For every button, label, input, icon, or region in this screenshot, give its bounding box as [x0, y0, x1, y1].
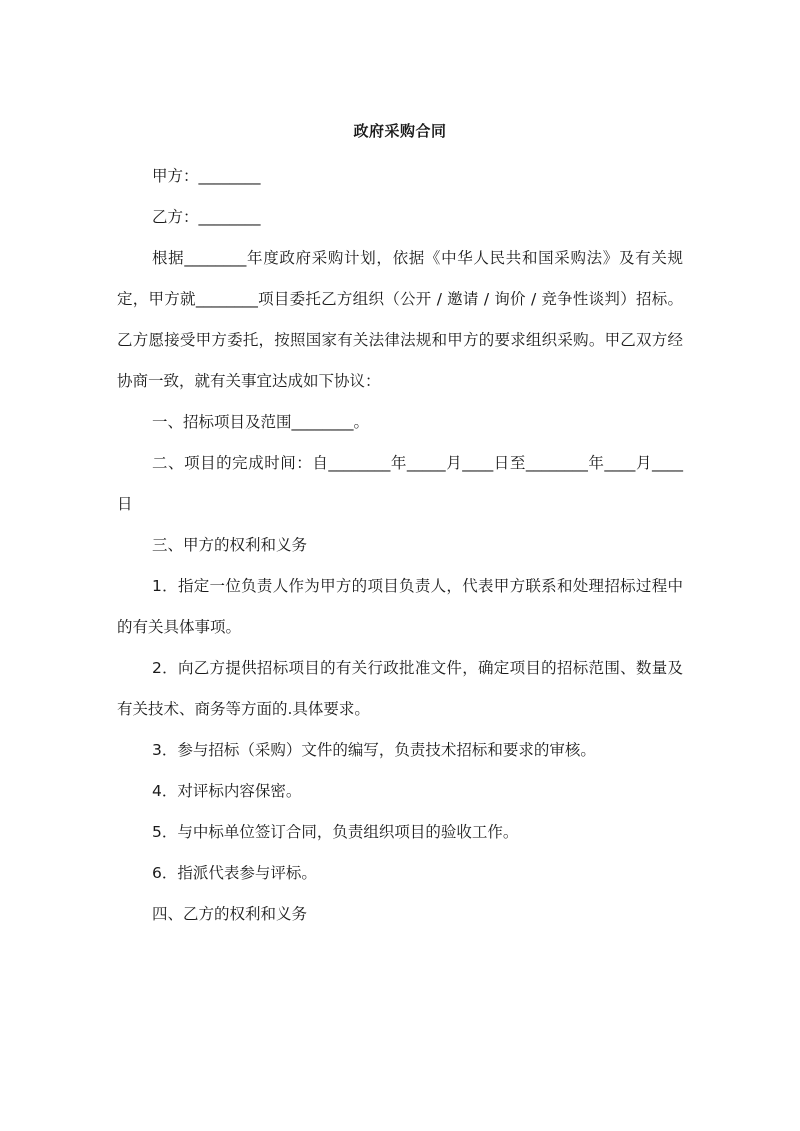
- clause-3-item-2: 2．向乙方提供招标项目的有关行政批准文件，确定项目的招标范围、数量及有关技术、商务等方面的.具体要求。: [117, 659, 683, 718]
- party-a-line: 甲方：________: [152, 167, 261, 185]
- clause-3-heading: 三、甲方的权利和义务: [152, 536, 308, 554]
- clause-3-item-5: 5．与中标单位签订合同，负责组织项目的验收工作。: [152, 823, 519, 841]
- clause-3-item-4: 4．对评标内容保密。: [152, 782, 302, 800]
- party-b-line: 乙方：________: [152, 208, 261, 226]
- clause-1-scope: 一、招标项目及范围________。: [152, 413, 370, 431]
- clause-3-item-3: 3．参与招标（采购）文件的编写，负责技术招标和要求的审核。: [152, 741, 596, 759]
- clause-3-item-6: 6．指派代表参与评标。: [152, 864, 317, 882]
- clause-4-heading: 四、乙方的权利和义务: [152, 905, 308, 923]
- clause-3-item-1: 1．指定一位负责人作为甲方的项目负责人，代表甲方联系和处理招标过程中的有关具体事项。: [117, 577, 683, 636]
- clause-2-timeline: 二、项目的完成时间：自________年_____月____日至________年____月____日: [117, 454, 683, 513]
- document-body: [117, 156, 683, 935]
- preamble-paragraph: 根据________年度政府采购计划，依据《中华人民共和国采购法》及有关规定，甲方就________项目委托乙方组织（公开 / 邀请 / 询价 / 竞争性谈判）招标。乙方愿接受甲方委托，按照国家有关法律法规和甲方的要求组织采购。甲乙双方经协商一致，就有关事宜达成如下协议：: [117, 249, 683, 390]
- document-title: 政府采购合同: [353, 122, 447, 140]
